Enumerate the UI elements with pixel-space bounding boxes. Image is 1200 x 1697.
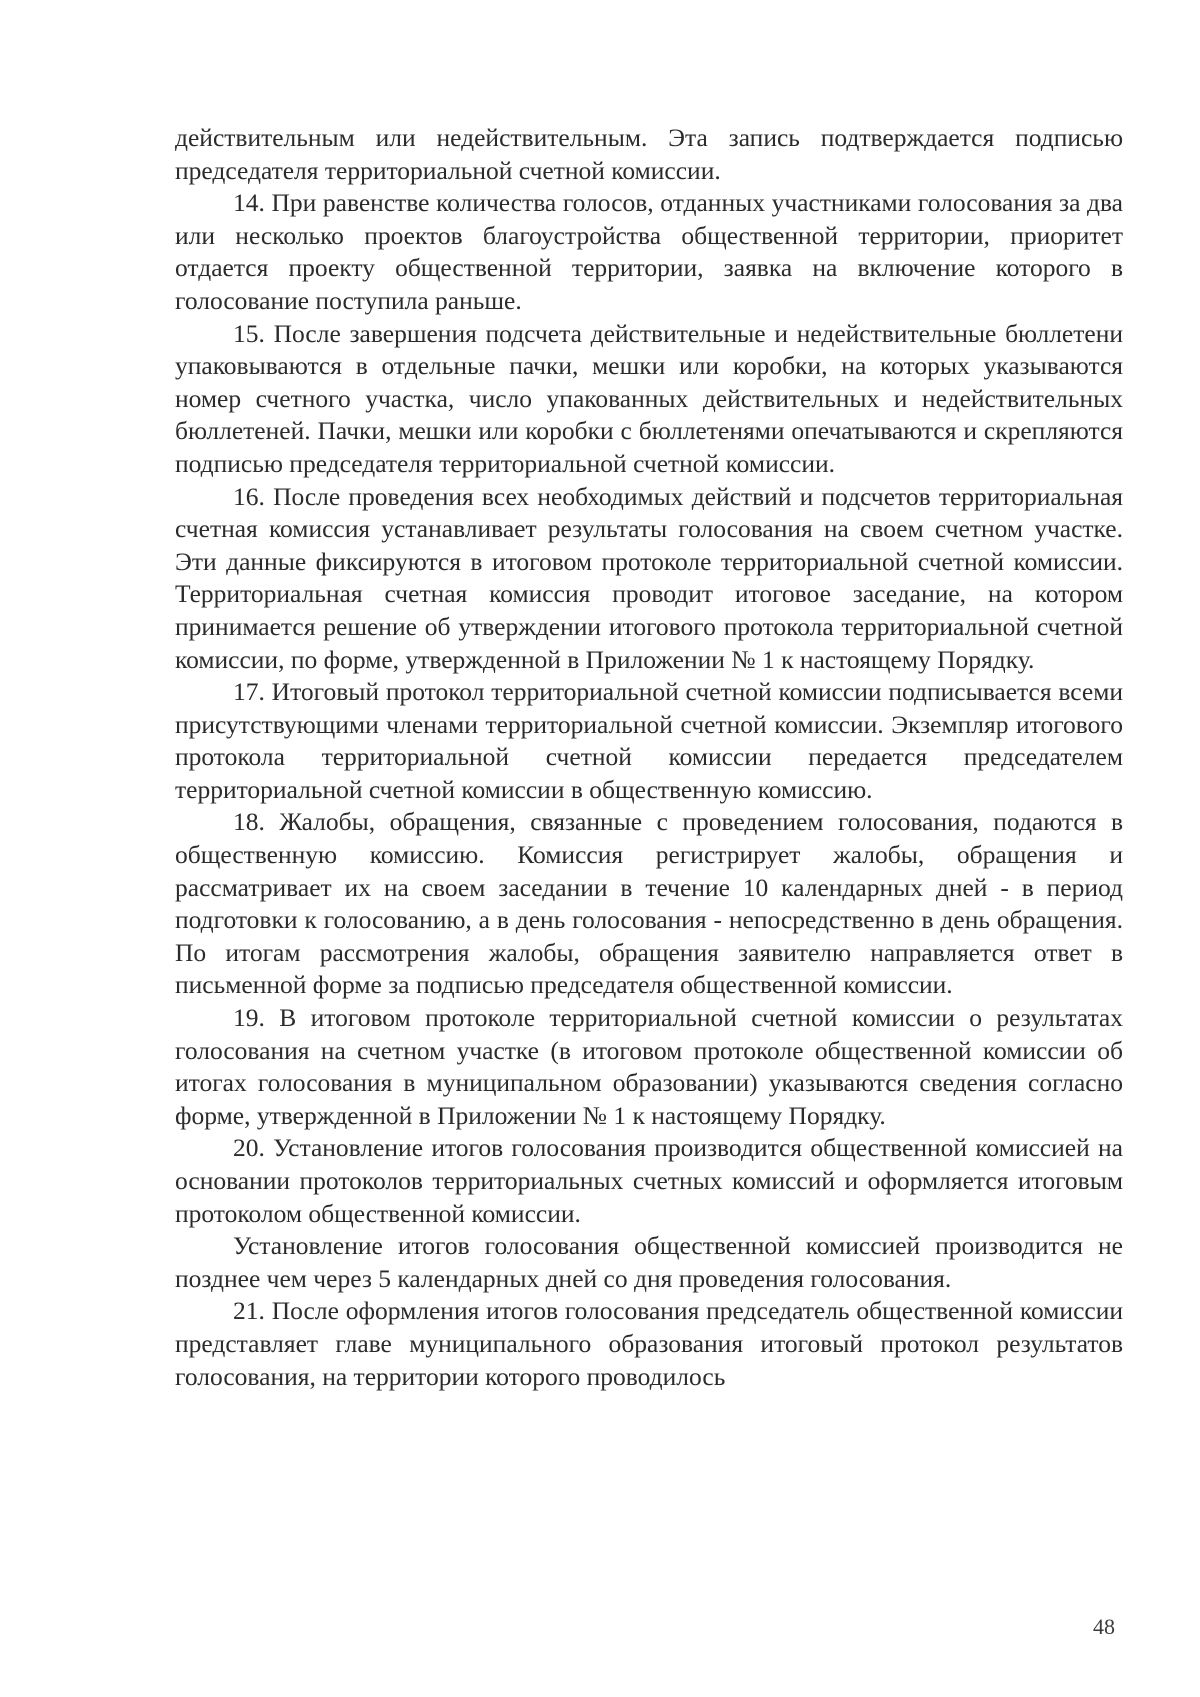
paragraph-15: 15. После завершения подсчета действительные и недействительные бюллетени упаковываются в отдельные пачки, мешки или коробки, на которых указываются номер счетного участка, число упакованных действительных и недействительных бюллетеней. Пачки, мешки или коробки с бюллетенями опечатываются и скрепляются подписью председателя территориальной счетной комиссии. [175,318,1123,478]
paragraph-20-continuation: Установление итогов голосования общественной комиссией производится не позднее чем через 5 календарных дней со дня проведения голосования. [175,1231,1123,1293]
paragraph-18: 18. Жалобы, обращения, связанные с проведением голосования, подаются в общественную комиссию. Комиссия регистрирует жалобы, обращения и рассматривает их на своем заседании в течение 10 календарных дней - в период подготовки к голосованию, а в день голосования - непосредственно в день обращения. По итогам рассмотрения жалобы, обращения заявителю направляется ответ в письменной форме за подписью председателя общественной комиссии. [175,807,1123,1000]
paragraph-14: 14. При равенстве количества голосов, отданных участниками голосования за два или несколько проектов благоустройства общественной территории, приоритет отдается проекту общественной территории, заявка на включение которого в голосование поступила раньше. [175,188,1123,315]
page-number: 48 [1093,1614,1115,1639]
paragraph-21: 21. После оформления итогов голосования председатель общественной комиссии представляет главе муниципального образования итоговый протокол результатов голосования, на территории которого проводилось [175,1296,1123,1391]
paragraph-19: 19. В итоговом протоколе территориальной счетной комиссии о результатах голосования на счетном участке (в итоговом протоколе общественной комиссии об итогах голосования в муниципальном образовании) указываются сведения согласно форме, утвержденной в Приложении № 1 к настоящему Порядку. [175,1003,1123,1130]
document-page [175,122,1123,1393]
paragraph-continuation: действительным или недействительным. Эта запись подтверждается подписью председателя территориальной счетной комиссии. [175,123,1123,185]
paragraph-20: 20. Установление итогов голосования производится общественной комиссией на основании протоколов территориальных счетных комиссий и оформляется итоговым протоколом общественной комиссии. [175,1133,1123,1228]
paragraph-16: 16. После проведения всех необходимых действий и подсчетов территориальная счетная комиссия устанавливает результаты голосования на своем счетном участке. Эти данные фиксируются в итоговом протоколе территориальной счетной комиссии. Территориальная счетная комиссия проводит итоговое заседание, на котором принимается решение об утверждении итогового протокола территориальной счетной комиссии, по форме, утвержденной в Приложении № 1 к настоящему Порядку. [175,481,1123,674]
paragraph-17: 17. Итоговый протокол территориальной счетной комиссии подписывается всеми присутствующими членами территориальной счетной комиссии. Экземпляр итогового протокола территориальной счетной комиссии передается председателем территориальной счетной комиссии в общественную комиссию. [175,677,1123,804]
